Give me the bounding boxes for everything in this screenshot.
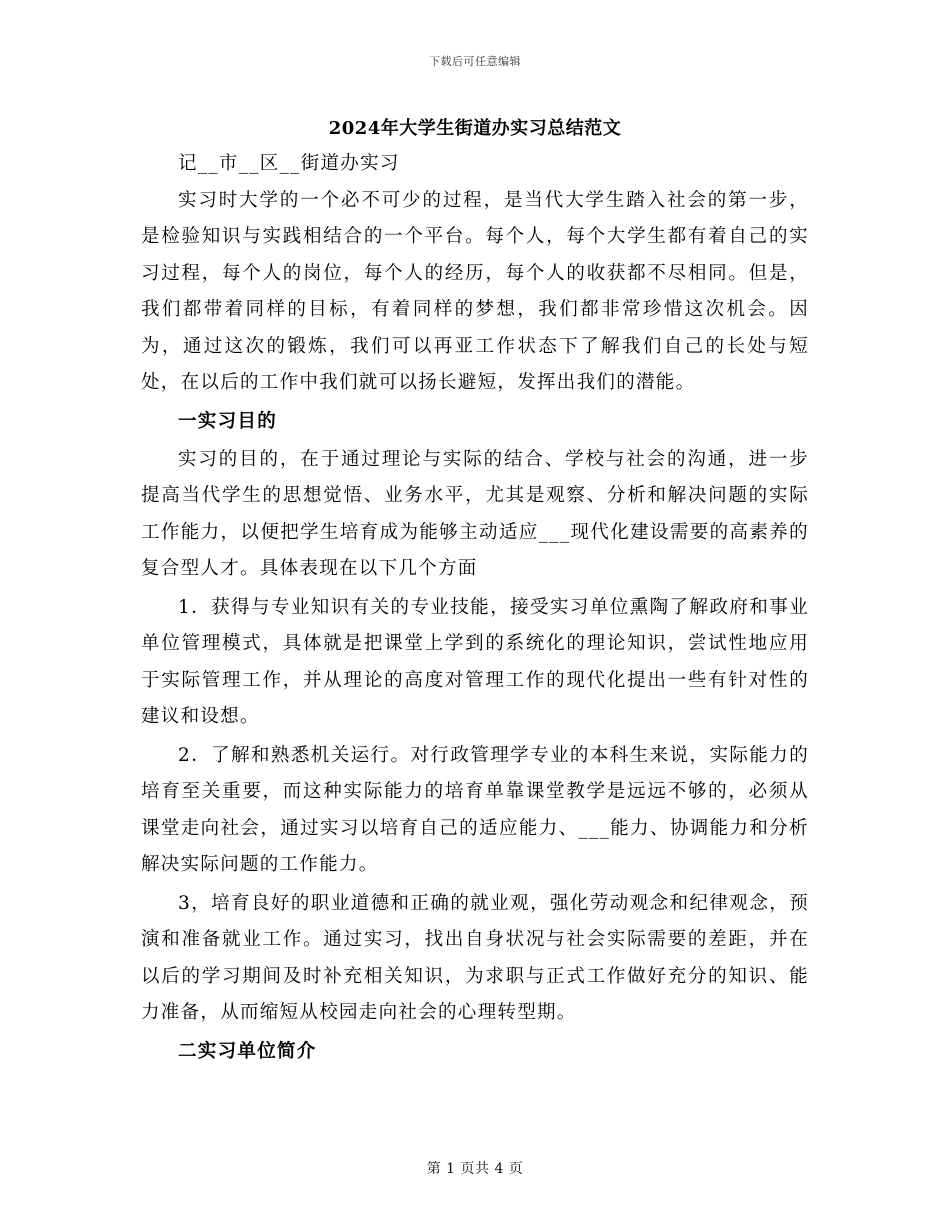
document-body [141, 112, 809, 1072]
document-subtitle: 记__市__区__街道办实习 [178, 153, 400, 174]
purpose-item-1: 1．获得与专业知识有关的专业技能，接受实习单位熏陶了解政府和事业单位管理模式，具体就是把课堂上学到的系统化的理论知识，尝试性地应用于实际管理工作，并从理论的高度对管理工作的现代化提出一些有针对性的建议和设想。 [141, 596, 809, 727]
purpose-item-2: 2．了解和熟悉机关运行。对行政管理学专业的本科生来说，实际能力的培育至关重要，而这种实际能力的培育单靠课堂教学是远远不够的，必须从课堂走向社会，通过实习以培育自己的适应能力、___能力、协调能力和分析解决实际问题的工作能力。 [141, 744, 809, 875]
purpose-paragraph: 实习的目的，在于通过理论与实际的结合、学校与社会的沟通，进一步提高当代学生的思想觉悟、业务水平，尤其是观察、分析和解决问题的实际工作能力，以便把学生培育成为能够主动适应___现代化建设需要的高素养的复合型人才。具体表现在以下几个方面 [141, 448, 809, 579]
purpose-item-3: 3，培育良好的职业道德和正确的就业观，强化劳动观念和纪律观念，预演和准备就业工作。通过实习，找出自身状况与社会实际需要的差距，并在以后的学习期间及时补充相关知识，为求职与正式工作做好充分的知识、能力准备，从而缩短从校园走向社会的心理转型期。 [141, 892, 809, 1023]
section-heading-unit: 二实习单位简介 [178, 1040, 317, 1062]
intro-paragraph: 实习时大学的一个必不可少的过程，是当代大学生踏入社会的第一步，是检验知识与实践相结合的一个平台。每个人，每个大学生都有着自己的实习过程，每个人的岗位，每个人的经历，每个人的收获都不尽相同。但是，我们都带着同样的目标，有着同样的梦想，我们都非常珍惜这次机会。因为，通过这次的锻炼，我们可以再亚工作状态下了解我们自己的长处与短处，在以后的工作中我们就可以扬长避短，发挥出我们的潜能。 [141, 189, 809, 393]
page-footer: 第 1 页共 4 页 [426, 1161, 524, 1177]
header-note: 下载后可任意编辑 [429, 55, 521, 68]
document-title: 2024年大学生街道办实习总结范文 [328, 118, 622, 139]
section-heading-purpose: 一实习目的 [178, 410, 278, 432]
